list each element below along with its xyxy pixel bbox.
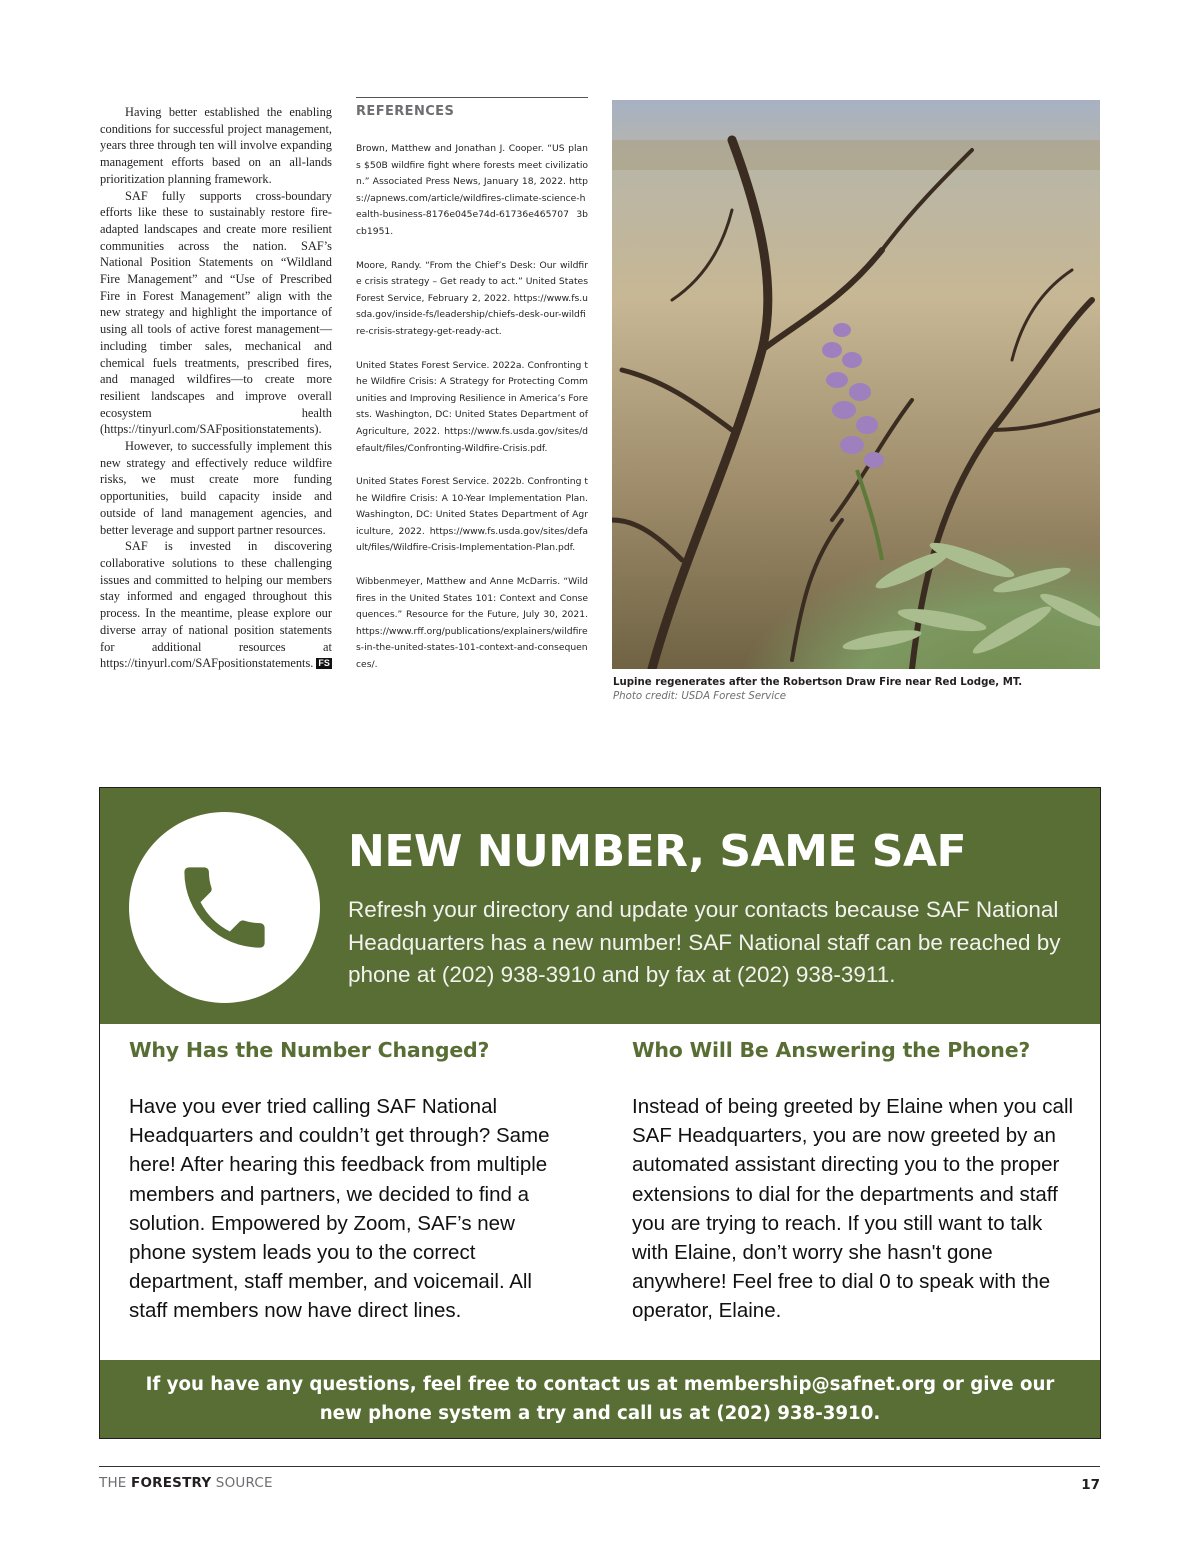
publication-prefix: THE [99,1475,132,1491]
publication-name [99,1475,273,1491]
references-heading: REFERENCES [356,104,455,119]
reference-item: United States Forest Service. 2022b. Confronting the Wildfire Crisis: A 10-Year Implementation Plan. Washington, DC: United States Department of Agriculture, 2022. https://www.fs.usda.gov/sites/default/files/Wildfire-Crisis-Implementation-Plan.pdf. [356,476,588,554]
article-paragraph: However, to successfully implement this new strategy and effectively reduce wildfire risks, we must create more funding opportunities, build capacity inside and outside of land management agencies, and better leverage and support partner resources. [100,439,332,537]
publication-suffix: SOURCE [211,1475,273,1491]
article-paragraph-text: SAF is invested in discovering collaborative solutions to these challenging issues and committed to helping our members stay informed and engaged throughout this process. In the meantime, please explore our diverse array of national position statements for additional resources at https://tinyurl.com/SAFpositionstatements. [100,539,332,671]
article-paragraph-last [100,538,332,672]
reference-item: Brown, Matthew and Jonathan J. Cooper. “US plans $50B wildfire fight where forests meet civilization.” Associated Press News, January 18, 2022. https://apnews.com/article/wildfires-climate-science-health-business-8176e045e74d-61736e465707 3bcb1951. [356,143,588,237]
reference-item: Moore, Randy. “From the Chief’s Desk: Our wildfire crisis strategy – Get ready to act.” United States Forest Service, February 2, 2022. https://www.fs.usda.gov/inside-fs/leadership/chiefs-desk-our-wildfire-crisis-strategy-get-ready-act. [356,259,588,337]
photo-credit: Photo credit: USDA Forest Service [613,690,787,702]
end-of-article-badge: FS [318,658,330,669]
references-section [356,97,588,691]
banner-footer-text: If you have any questions, feel free to contact us at membership@safnet.org or give our new phone system a try and call us at (202) 938-3910. [145,1374,1055,1424]
new-number-banner [99,787,1101,1439]
banner-title: NEW NUMBER, SAME SAF [348,826,967,877]
page-number: 17 [1081,1477,1100,1493]
reference-item: Wibbenmeyer, Matthew and Anne McDarris. “Wildfires in the United States 101: Context and Consequences.” Resource for the Future, July 30, 2021. https://www.rff.org/publications/explainers/wildfires-in-the-united-states-101-context-and-consequences/. [356,576,588,671]
phone-circle [129,812,320,1003]
article-body [100,104,332,672]
reference-item: United States Forest Service. 2022a. Confronting the Wildfire Crisis: A Strategy for Protecting Communities and Improving Resilience in America’s Forests. Washington, DC: United States Department of Agriculture, 2022. https://www.fs.usda.gov/sites/default/files/Confronting-Wildfire-Crisis.pdf. [356,359,588,454]
why-changed-body: Have you ever tried calling SAF National Headquarters and couldn’t get through? Same here! After hearing this feedback from multiple members and partners, we decided to find a solution. Empowered by Zoom, SAF’s new phone system leads you to the correct department, staff member, and voicemail. All staff members now have direct lines. [129,1095,550,1323]
photo-caption [613,676,1103,703]
phone-icon [171,854,278,961]
why-changed-section [129,1038,574,1326]
who-answering-section [632,1038,1077,1326]
article-paragraph: Having better established the enabling conditions for successful project management, years three through ten will involve expanding management efforts based on an all-lands prioritization planning framework. [100,105,332,186]
photo-caption-text: Lupine regenerates after the Robertson Draw Fire near Red Lodge, MT. [613,677,1023,688]
banner-footer [100,1360,1100,1438]
who-answering-body: Instead of being greeted by Elaine when you call SAF Headquarters, you are now greeted by an automated assistant directing you to the proper extensions to dial for the departments and staff you are trying to reach. If you still want to talk with Elaine, don’t worry she hasn't gone anywhere! Feel free to dial 0 to speak with the operator, Elaine. [632,1095,1074,1323]
footer-divider [99,1466,1100,1467]
lupine-photo-illustration [612,100,1100,669]
publication-bold: FORESTRY [131,1475,212,1491]
lupine-photo [612,100,1100,669]
why-changed-heading: Why Has the Number Changed? [129,1038,490,1062]
article-paragraph: SAF fully supports cross-boundary efforts like these to sustainably restore fire-adapted landscapes and create more resilient communities across the nation. SAF’s National Position Statements on “Wildland Fire Management” and “Use of Prescribed Fire in Forest Management” align with the new strategy and highlight the importance of using all tools of active forest management—including timber sales, mechanical and chemical fuels treatments, prescribed fires, and managed wildfires—to create more resilient landscapes and improve overall ecosystem health (https://tinyurl.com/SAFpositionstatements). [100,188,332,437]
banner-subtitle: Refresh your directory and update your contacts because SAF National Headquarters has a new number! SAF National staff can be reached by phone at (202) 938-3910 and by fax at (202) 938-3911. [348,897,1061,987]
banner-header [100,788,1100,1024]
who-answering-heading: Who Will Be Answering the Phone? [632,1038,1031,1062]
